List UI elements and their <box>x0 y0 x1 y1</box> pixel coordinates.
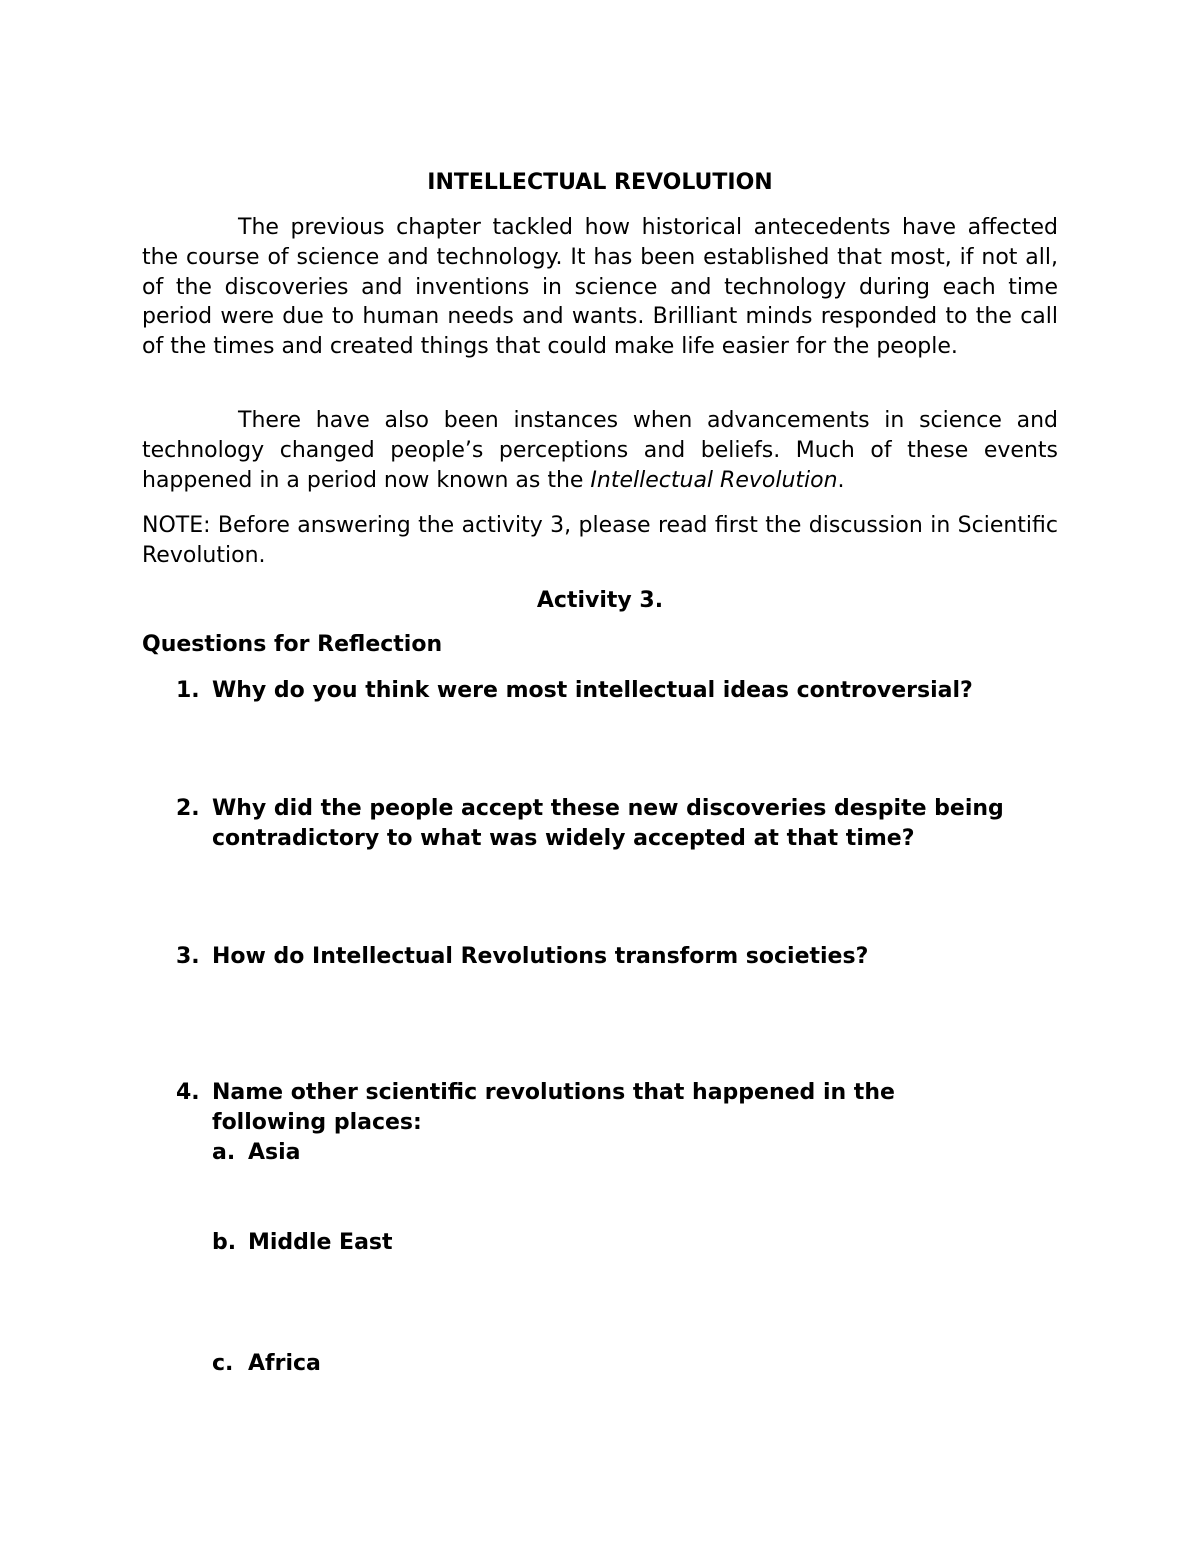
questions-heading: Questions for Reflection <box>142 632 443 657</box>
question-item <box>176 1078 996 1138</box>
intro-paragraph: The previous chapter tackled how historical antecedents have affected the course of science and technology. It has been established that most, if not all, of the discoveries and inventions in science and technology during each time period were due to human needs and wants. Brilliant minds responded to the call of the times and created things that could make life easier for the people. <box>142 215 1058 360</box>
second-paragraph-text: There have also been instances when advancements in science and technology changed people’s perceptions and beliefs. Much of these events happened in a period now known as the <box>142 408 1058 493</box>
question-item <box>176 794 1066 854</box>
sub-item-letter: c. <box>212 1351 234 1376</box>
question-number: 3. <box>176 944 200 969</box>
note-paragraph: NOTE: Before answering the activity 3, please read first the discussion in Scientific Revolution. <box>142 513 1058 568</box>
question-text: Why do you think were most intellectual ideas controversial? <box>212 678 973 703</box>
activity-heading: Activity 3. <box>536 588 664 613</box>
question-item <box>176 676 1066 706</box>
intellectual-revolution-term: Intellectual Revolution <box>590 467 838 493</box>
sub-item-text: Africa <box>248 1351 321 1376</box>
question-item <box>176 942 1066 972</box>
sub-item-africa <box>212 1349 321 1379</box>
question-text: Why did the people accept these new discoveries despite being contradictory to what was widely accepted at that time? <box>212 796 1004 851</box>
sub-item-text: Middle East <box>248 1230 393 1255</box>
second-paragraph <box>142 406 1058 495</box>
question-number: 2. <box>176 796 200 821</box>
document-page <box>142 0 1058 1553</box>
sub-item-text: Asia <box>248 1140 301 1165</box>
sub-item-middle-east <box>212 1228 393 1258</box>
sub-item-letter: b. <box>212 1230 237 1255</box>
question-text: How do Intellectual Revolutions transform societies? <box>212 944 869 969</box>
document-title: INTELLECTUAL REVOLUTION <box>427 170 773 195</box>
question-number: 4. <box>176 1080 200 1105</box>
second-paragraph-end: . <box>837 467 845 493</box>
sub-item-asia <box>212 1138 301 1168</box>
question-text: Name other scientific revolutions that happened in the following places: <box>212 1080 895 1135</box>
sub-item-letter: a. <box>212 1140 236 1165</box>
question-number: 1. <box>176 678 200 703</box>
